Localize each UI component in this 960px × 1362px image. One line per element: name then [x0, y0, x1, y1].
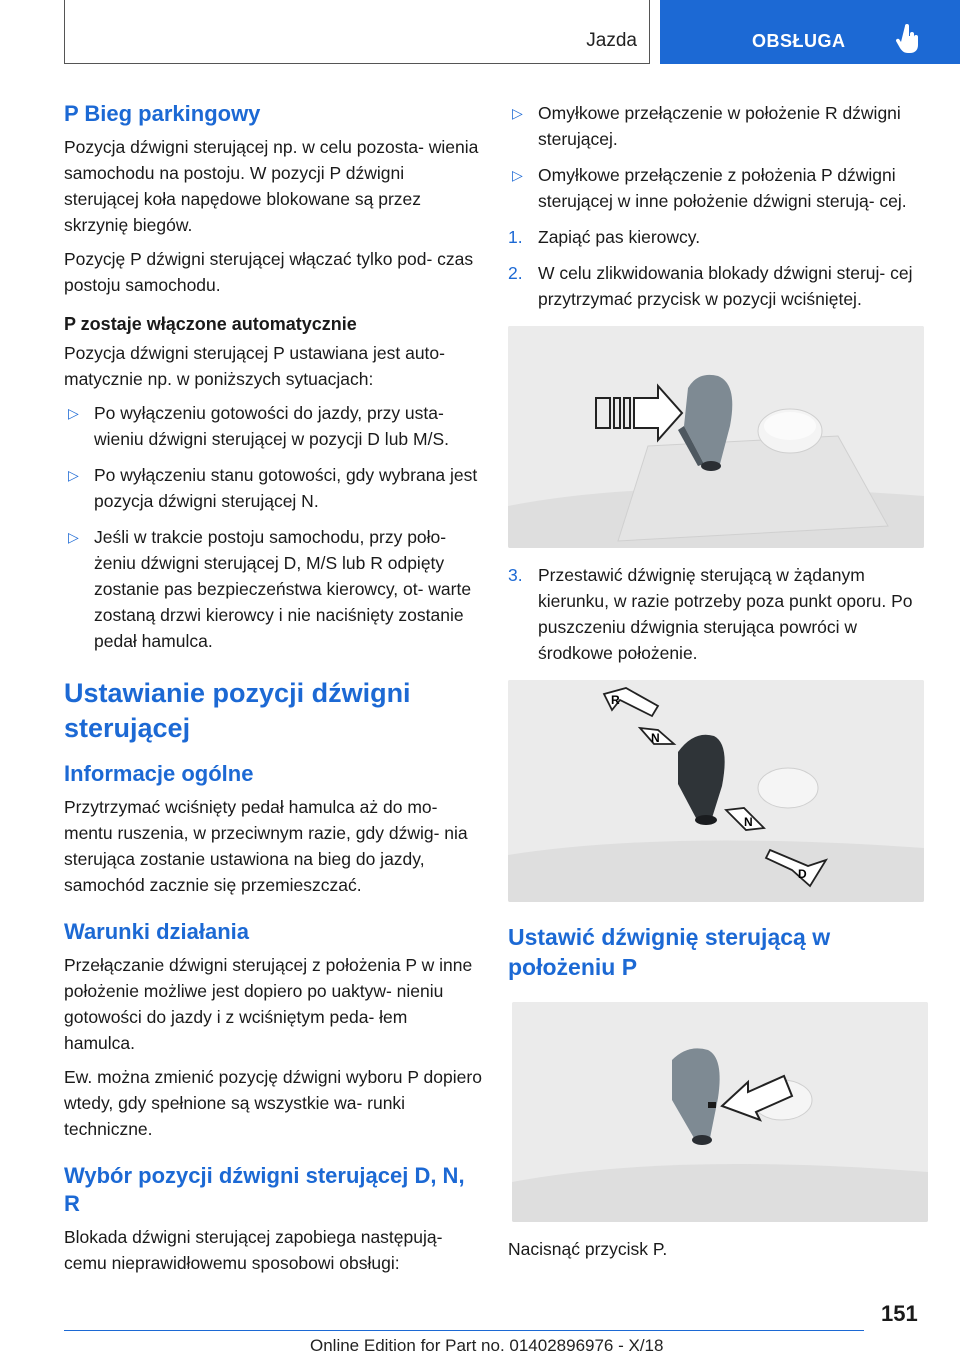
paragraph-auto: Pozycja dźwigni sterującej P ustawiana jest auto‐ matycznie np. w poniższych sytuacjach: [64, 343, 445, 389]
figure-lever-directions [508, 680, 924, 902]
list-item: ▷ Omyłkowe przełączenie w położenie R dźwigni sterującej. [508, 100, 928, 152]
chapter-label: OBSŁUGA [752, 31, 846, 51]
list-item: ▷ Po wyłączeniu gotowości do jazdy, przy usta‐ wieniu dźwigni sterującej w pozycji D lub M/S. [64, 400, 482, 452]
paragraph-park-1: Pozycja dźwigni sterującej np. w celu pozosta‐ wienia samochodu na postoju. W pozycji P dźwigni sterującej koła napędowe blokowane są przez skrzynię biegów. [64, 137, 479, 235]
auto-list [64, 400, 482, 654]
section-title: Jazda [586, 30, 637, 51]
fig-label-n-up: N [651, 731, 660, 745]
fig-label-n-down: N [744, 815, 753, 829]
heading-select: Wybór pozycji dźwigni sterującej D, N, R [64, 1163, 465, 1216]
footer-divider [64, 1330, 864, 1331]
lock-bullets [508, 100, 928, 214]
heading-conditions: Warunki działania [64, 919, 250, 944]
triangle-bullet-icon: ▷ [512, 167, 523, 183]
step-1: 1. Zapiąć pas kierowcy. [508, 227, 701, 247]
heading-info: Informacje ogólne [64, 761, 254, 786]
paragraph-info: Przytrzymać wciśnięty pedał hamulca aż do mo‐ mentu ruszenia, w przeciwnym razie, gdy dźwig‐ nia sterująca zostanie ustawiona na bieg do jazdy, samochód zacznie się przemieszczać. [64, 797, 468, 895]
step-2: 2. W celu zlikwidowania blokady dźwigni steruj‐ cej przytrzymać przycisk w pozycji wciśniętej. [508, 263, 913, 309]
list-item: ▷ Po wyłączeniu stanu gotowości, gdy wybrana jest pozycja dźwigni sterującej N. [64, 462, 482, 514]
figure-p-button [512, 1002, 928, 1222]
paragraph-select: Blokada dźwigni sterującej zapobiega następują‐ cemu nieprawidłowemu sposobowi obsługi: [64, 1227, 443, 1273]
triangle-bullet-icon: ▷ [68, 467, 79, 483]
triangle-bullet-icon: ▷ [68, 405, 79, 421]
triangle-bullet-icon: ▷ [512, 105, 523, 121]
paragraph-conditions-1: Przełączanie dźwigni sterującej z położenia P w inne położenie możliwe jest dopiero po uaktyw‐ nieniu gotowości do jazdy i z wciśniętym peda‐ łem hamulca. [64, 955, 473, 1053]
list-item: ▷ Jeśli w trakcie postoju samochodu, przy poło‐ żeniu dźwigni sterującej D, M/S lub R odpięty zostanie pas bezpieczeństwa kierowcy, ot‐ warte zostaną drzwi kierowcy i nie naciśnięty zostanie pedał hamulca. [64, 524, 482, 654]
heading-auto: P zostaje włączone automatycznie [64, 314, 357, 334]
step-3: 3. Przestawić dźwignię sterującą w żądanym kierunku, w razie potrzeby poza punkt oporu. Po puszczeniu dźwignia sterująca powróci w środkowe położenie. [508, 565, 913, 663]
figure-unlock-button [508, 326, 924, 548]
paragraph-conditions-2: Ew. można zmienić pozycję dźwigni wyboru P dopiero wtedy, gdy spełnione są wszystkie wa‐ runki techniczne. [64, 1067, 482, 1139]
right-column [508, 100, 928, 1270]
gear-lever-illustration [508, 326, 924, 548]
left-column [64, 100, 482, 1284]
fig-label-r: R [611, 693, 620, 707]
chapter-tab[interactable] [660, 0, 960, 64]
fig-label-d: D [798, 867, 807, 881]
p-button-illustration [512, 1002, 928, 1222]
list-item: ▷ Omyłkowe przełączenie z położenia P dźwigni sterującej w inne położenie dźwigni sterują‐ cej. [508, 162, 928, 214]
heading-set-p: Ustawić dźwignię sterującą w położeniu P [508, 924, 831, 980]
heading-set-position: Ustawianie pozycji dźwigni sterującej [64, 678, 411, 743]
footer-edition: Online Edition for Part no. 01402896976 - X/18 [310, 1336, 664, 1355]
triangle-bullet-icon: ▷ [68, 529, 79, 545]
heading-park: P Bieg parkingowy [64, 101, 261, 126]
paragraph-park-2: Pozycję P dźwigni sterującej włączać tylko pod‐ czas postoju samochodu. [64, 249, 474, 295]
hand-pointer-icon [896, 24, 920, 54]
page-number: 151 [881, 1301, 918, 1326]
caption-p-button: Nacisnąć przycisk P. [508, 1239, 668, 1259]
lever-direction-illustration [508, 680, 924, 902]
header-left-frame [64, 0, 650, 64]
